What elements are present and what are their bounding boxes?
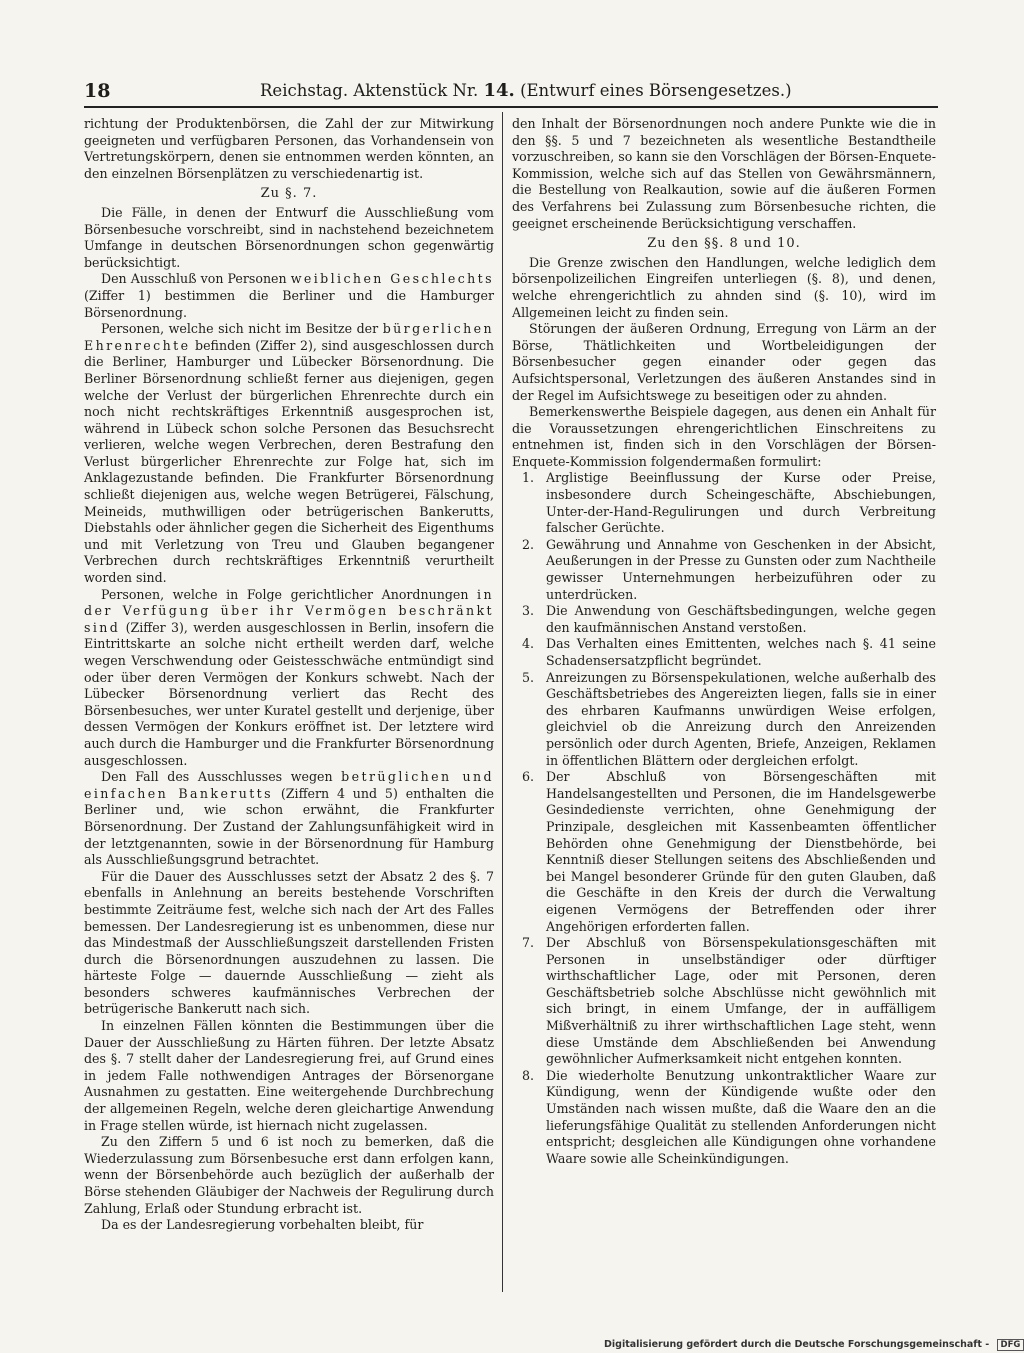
page-header [84, 78, 938, 108]
paragraph: Für die Dauer des Ausschlusses setzt der Absatz 2 des §. 7 ebenfalls in Anlehnung an bereits bestehende Vorschriften bestimmte Zeiträume fest, welche sich nach der Art des Falles bemessen. Der Landesregierung ist es unbenommen, diese nur das Mindestmaß der Ausschließungszeit darstellenden Fristen durch die Börsenordnungen auszudehnen zu lassen. Die härteste Folge — dauernde Ausschließung — zieht als besonders schweres kaufmännisches Verbrechen der betrügerische Bankerutt nach sich. [84, 868, 494, 1017]
paragraph: richtung der Produktenbörsen, die Zahl der zur Mitwirkung geeigneten und verfügbaren Personen, das Vorhandensein von Vertretungskörpern, denen sie entnommen werden könnten, an den einzelnen Börsenplätzen zu verschiedenartig ist. [84, 116, 494, 181]
paragraph: Zu den Ziffern 5 und 6 ist noch zu bemerken, daß die Wiederzulassung zum Börsenbesuche erst dann erfolgen kann, wenn der Börsenbehörde auch bezüglich der außerhalb der Börse stehenden Gläubiger der Nachweis der Regulirung durch Zahlung, Erlaß oder Stundung erbracht ist. [84, 1134, 494, 1216]
running-title-number: 14. [483, 80, 515, 101]
list-item [512, 470, 936, 536]
paragraph: Da es der Landesregierung vorbehalten bleibt, für [101, 1217, 424, 1233]
paragraph: den Inhalt der Börsenordnungen noch andere Punkte wie die in den §§. 5 und 7 bezeichneten als wesentliche Bestandtheile vorzuschreiben, so kann sie den Vorschlägen der Börsen-Enquete-Kommission, welche sich auf das Stellen von Gewährsmännern, die Bestellung von Realkaution, sowie auf die äußeren Formen des Verfahrens bei Zulassung zum Börsenbesuche richten, die geeignet erscheinende Berücksichtigung verschaffen. [512, 116, 936, 231]
list-number: 4. [522, 636, 535, 652]
paragraph [84, 271, 494, 321]
text-run: Personen, welche in Folge gerichtlicher Anordnungen [101, 586, 469, 602]
text-run: (Ziffern 4 und 5) enthalten die Berliner und, wie schon erwähnt, die Frankfurter Börsenordnung. Der Zustand der Zahlungsunfähigkeit wird in der letztgenannten, sowie in der Börsenordnung für Hamburg als Ausschließungsgrund betrachtet. [84, 785, 494, 868]
running-title-pre: Reichstag. Aktenstück Nr. [260, 81, 479, 100]
paragraph [84, 587, 494, 770]
section-heading: Zu §. 7. [260, 186, 318, 202]
list-number: 2. [522, 536, 535, 552]
text-run: Den Fall des Ausschlusses wegen [101, 769, 333, 785]
emphasis: in der Verfügung über ihr Vermögen beschränkt sind [84, 586, 494, 635]
emphasis: bürgerlichen Ehrenrechte [84, 321, 494, 353]
list-item [512, 537, 936, 603]
list-text: Der Abschluß von Börsenspekulationsgeschäften mit Personen in unselbständiger oder dürftiger wirthschaftlicher Lage, oder mit Personen, deren Geschäftsbetrieb solche Abschlüsse nicht gewöhnlich mit sich bringt, in einem Umfange, der in auffälligem Mißverhältniß zu ihrer wirthschaftlichen Lage steht, wenn diese Umstände dem Abschließenden bei Anwendung gewöhnlicher Aufmerksamkeit nicht entgehen konnten. [546, 935, 936, 1067]
paragraph [84, 769, 494, 869]
paragraph: Bemerkenswerthe Beispiele dagegen, aus denen ein Anhalt für die Voraussetzungen ehrengerichtlichen Einschreitens zu entnehmen ist, finden sich in den Vorschlägen der Börsen-Enquete-Kommission folgendermaßen formulirt: [512, 404, 936, 469]
emphasis: betrüglichen und einfachen Bankerutts [84, 769, 494, 801]
text-run: Personen, welche sich nicht im Besitze der [101, 321, 379, 337]
list-item [512, 636, 936, 669]
running-title [260, 80, 792, 102]
list-text: Arglistige Beeinflussung der Kurse oder Preise, insbesondere durch Scheingeschäfte, Abschiebungen, Unter-der-Hand-Regulirungen und durch Verbreitung falscher Gerüchte. [546, 470, 936, 536]
text-run: befinden (Ziffer 2), sind ausgeschlossen durch die Berliner, Hamburger und Lübecker Börsenordnung. Die Berliner Börsenordnung schließt ferner aus diejenigen, gegen welche der Verlust der bürgerlichen Ehrenrechte durch ein noch nicht rechtskräftiges Erkenntniß ausgesprochen ist, während in Lübeck schon solche Personen das Besuchsrecht verlieren, welche wegen Verbrechen, deren Bestrafung den Verlust bürgerlicher Ehrenrechte zur Folge hat, sich im Anklagezustande befinden. Die Frankfurter Börsenordnung schließt diejenigen aus, welche wegen Betrügerei, Fälschung, Meineids, muthwilligen oder betrügerischen Bankerutts, Diebstahls oder ähnlicher gegen die Sicherheit des Eigenthums und mit Verletzung von Treu und Glauben begangener Verbrechen durch rechtskräftiges Erkenntniß verurtheilt worden sind. [84, 337, 494, 586]
list-item [512, 670, 936, 770]
section-heading: Zu den §§. 8 und 10. [647, 236, 801, 252]
paragraph: Die Grenze zwischen den Handlungen, welche lediglich dem börsenpolizeilichen Eingreifen unterliegen (§. 8), und denen, welche ehrengerichtlich zu ahnden sind (§. 10), wird im Allgemeinen leicht zu finden sein. [512, 254, 936, 320]
list-number: 8. [522, 1067, 535, 1083]
paragraph: In einzelnen Fällen könnten die Bestimmungen über die Dauer der Ausschließung zu Härten führen. Der letzte Absatz des §. 7 stellt daher der Landesregierung frei, auf Grund eines in jedem Falle nothwendigen Antrages der Börsenorgane Ausnahmen zu gestatten. Eine weitergehende Durchbrechung der allgemeinen Regeln, welche deren gleichartige Anwendung in Frage stellen würde, ist hiernach nicht zugelassen. [84, 1018, 494, 1133]
credit-text: Digitalisierung gefördert durch die Deutsche Forschungsgemeinschaft - [604, 1339, 990, 1350]
list-text: Die wiederholte Benutzung unkontraktlicher Waare zur Kündigung, wenn der Kündigende wußte oder den Umständen nach wissen mußte, daß die Waare den an die lieferungsfähige Qualität zu stellenden Anforderungen nicht entspricht; desgleichen alle Kündigungen ohne vorhandene Waare sowie alle Scheinkündigungen. [546, 1067, 936, 1166]
list-item [512, 603, 936, 636]
document-page [84, 78, 938, 1293]
header-rule [84, 106, 938, 108]
left-column [84, 116, 494, 1234]
list-number: 1. [522, 470, 535, 486]
list-number: 6. [522, 769, 535, 785]
list-text: Das Verhalten eines Emittenten, welches nach §. 41 seine Schadensersatzpflicht begründet. [546, 636, 936, 668]
list-number: 5. [522, 669, 535, 685]
emphasis: weiblichen Geschlechts [290, 271, 494, 287]
right-column [512, 116, 936, 1167]
digitization-credit [604, 1339, 1024, 1351]
paragraph: Die Fälle, in denen der Entwurf die Ausschließung vom Börsenbesuche vorschreibt, sind in nachstehend bezeichnetem Umfange in deutschen Börsenordnungen schon gegenwärtig berücksichtigt. [84, 204, 494, 270]
text-run: Den Ausschluß von Personen [101, 271, 287, 287]
list-number: 7. [522, 935, 535, 951]
dfg-logo-icon: DFG [997, 1339, 1024, 1351]
list-text: Gewährung und Annahme von Geschenken in der Absicht, Aeußerungen in der Presse zu Gunsten oder zum Nachtheile gewisser Unternehmungen herbeizuführen oder zu unterdrücken. [546, 536, 936, 602]
paragraph: Störungen der äußeren Ordnung, Erregung von Lärm an der Börse, Thätlichkeiten und Wortbeleidigungen der Börsenbesucher gegen einander oder gegen das Aufsichtspersonal, Verletzungen des äußeren Anstandes sind in der Regel im Aufsichtswege zu beseitigen oder zu ahnden. [512, 321, 936, 403]
list-text: Anreizungen zu Börsenspekulationen, welche außerhalb des Geschäftsbetriebes des Angereizten liegen, falls sie in einer des ehrbaren Kaufmanns unwürdigen Weise erfolgen, gleichviel ob die Anreizung durch den Anreizenden persönlich oder durch Agenten, Briefe, Anzeigen, Reklamen in öffentlichen Blättern oder dergleichen erfolgt. [546, 669, 936, 768]
running-title-post: (Entwurf eines Börsengesetzes.) [520, 81, 792, 100]
list-item [512, 935, 936, 1068]
paragraph [84, 321, 494, 587]
list-item [512, 769, 936, 935]
text-run: (Ziffer 1) bestimmen die Berliner und die Hamburger Börsenordnung. [84, 287, 494, 320]
list-text: Die Anwendung von Geschäftsbedingungen, welche gegen den kaufmännischen Anstand verstoßen. [546, 603, 936, 635]
list-text: Der Abschluß von Börsengeschäften mit Handelsangestellten und Personen, die im Handelsgewerbe Gesindedienste verrichten, ohne Genehmigung der Prinzipale, desgleichen mit Kassenbeamten öffentlicher Behörden ohne Genehmigung der Dienstbehörde, bei Kenntniß dieser Stellungen seitens des Abschließenden und bei Mangel besonderer Gründe für den guten Glauben, daß die Geschäfte in den Kreis der durch die Verwaltung eigenen Vermögens der Betreffenden oder ihrer Angehörigen erforderten fallen. [546, 769, 936, 934]
list-number: 3. [522, 603, 535, 619]
column-divider [502, 112, 503, 1292]
text-run: (Ziffer 3), werden ausgeschlossen in Berlin, insofern die Eintrittskarte an solche nicht ertheilt werden darf, welche wegen Verschwendung oder Geistesschwäche entmündigt sind oder über deren Vermögen der Konkurs schwebt. Nach der Lübecker Börsenordnung verliert das Recht des Börsenbesuches, wer unter Kuratel gestellt und derjenige, über dessen Vermögen der Konkurs eröffnet ist. Der letztere wird auch durch die Hamburger und die Frankfurter Börsenordnung ausgeschlossen. [84, 619, 494, 768]
list-item [512, 1068, 936, 1168]
numbered-list [512, 470, 936, 1167]
page-number: 18 [84, 80, 111, 102]
